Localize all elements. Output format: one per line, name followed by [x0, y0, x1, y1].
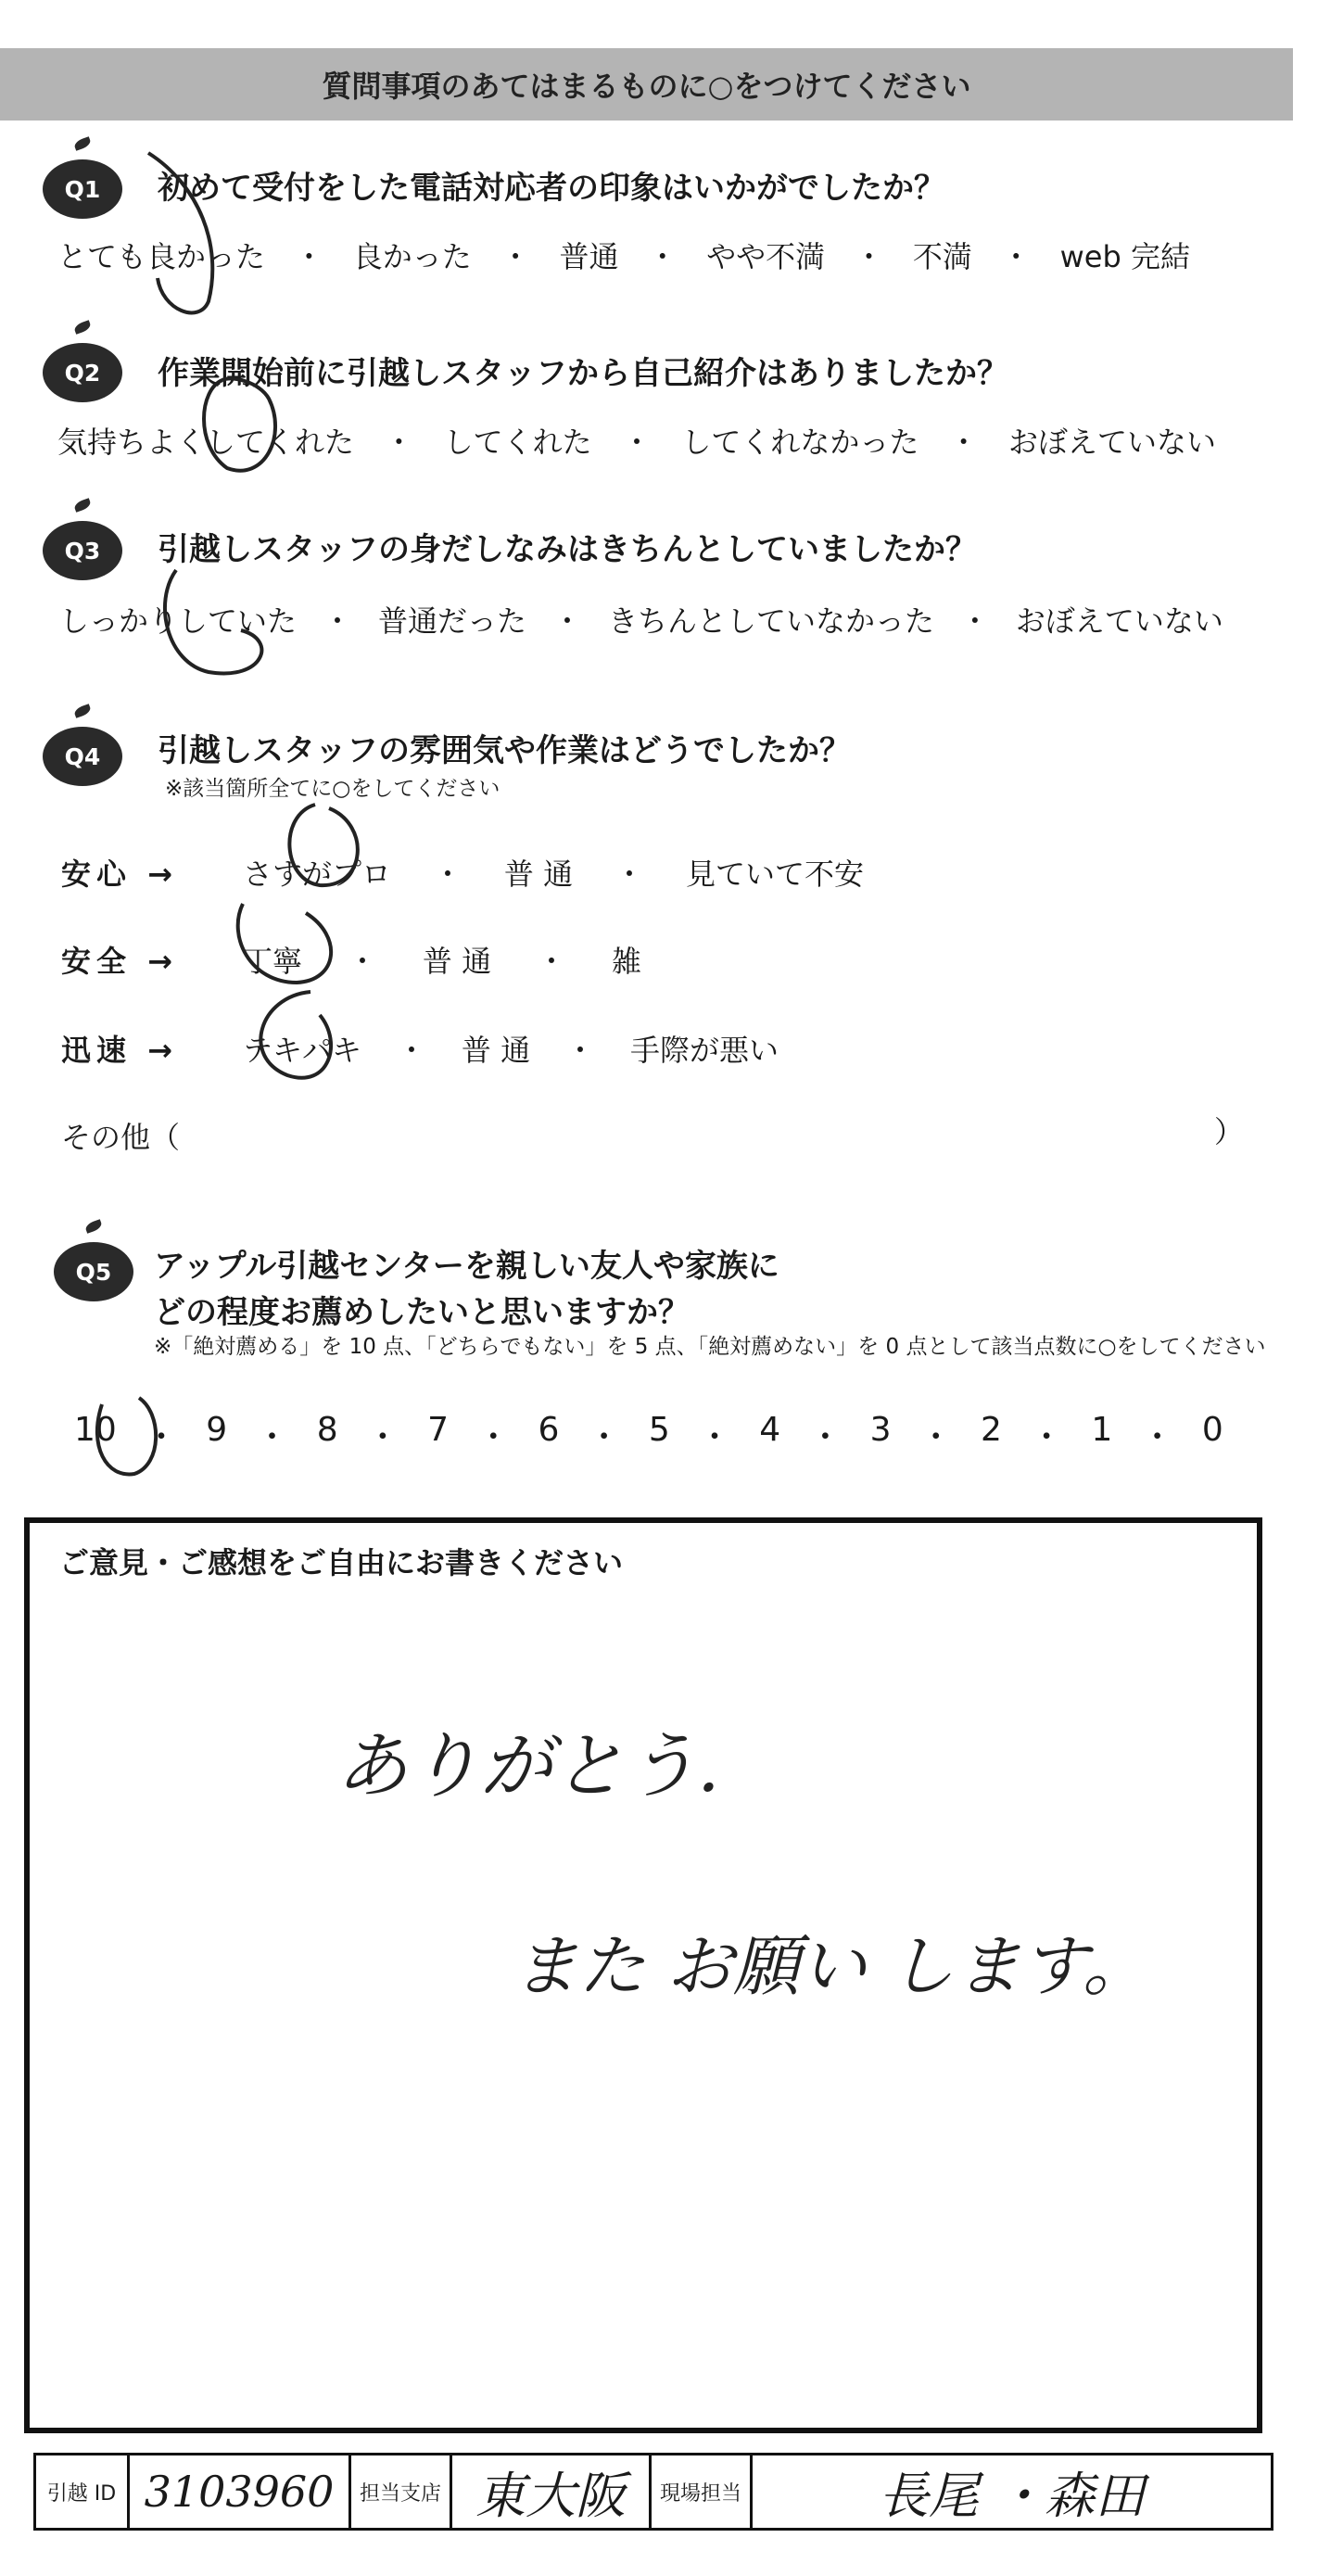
q4-jinsoku-option-3[interactable]: 手際が悪い	[629, 1033, 779, 1068]
q4-other-close: ）	[1214, 1114, 1245, 1149]
q4-other-label: その他（	[61, 1120, 181, 1155]
q5-score-7[interactable]: 7	[427, 1411, 449, 1449]
q3-option-4[interactable]: おぼえていない	[1015, 603, 1223, 639]
q1-selection-circle	[148, 153, 212, 312]
q2-options: 気持ちよくしてくれた ・ してくれた ・ してくれなかった ・ おぼえていない	[57, 419, 1216, 462]
q2-badge: Q2	[43, 343, 122, 402]
site-staff-value[interactable]: 長尾 ・森田	[878, 2466, 1146, 2525]
q3-option-3[interactable]: きちんとしていなかった	[607, 603, 934, 639]
q4-row-label-jinsoku: 迅速 →	[61, 1033, 178, 1068]
q4-anshin-option-2[interactable]: 普 通	[503, 857, 574, 892]
q4-anshin-option-1[interactable]: さすがプロ	[243, 857, 392, 892]
q1-badge: Q1	[43, 159, 122, 219]
q5-selection-circle	[97, 1398, 156, 1474]
q5-score-9[interactable]: 9	[206, 1411, 228, 1449]
q5-score-5[interactable]: 5	[648, 1411, 670, 1449]
move-id-value[interactable]: 3103960	[130, 2455, 351, 2528]
q1-option-6[interactable]: web 完結	[1059, 239, 1190, 274]
site-staff-label: 現場担当	[652, 2455, 753, 2528]
q5-note: ※「絶対薦める」を 10 点、「どちらでもない」を 5 点、「絶対薦めない」を 0 点として該当点数に○をしてください	[154, 1335, 1266, 1359]
q1-option-1[interactable]: とても良かった	[57, 239, 266, 274]
q5-score-1[interactable]: 1	[1091, 1411, 1113, 1449]
q4-badge: Q4	[43, 727, 122, 786]
q5-question-line1: アップル引越センターを親しい友人や家族に	[154, 1248, 779, 1285]
header-title: 質問事項のあてはまるものに○をつけてください	[322, 69, 971, 104]
q4-row-jinsoku: テキパキ ・ 普 通 ・ 手際が悪い	[243, 1027, 779, 1070]
q2-option-2[interactable]: してくれた	[443, 425, 592, 460]
q4-row-label-anshin: 安心 →	[61, 857, 178, 892]
comment-handwritten-line2: また お願い します。	[512, 1927, 1150, 2005]
q3-badge: Q3	[43, 521, 122, 580]
q4-anzen-selection-circle	[238, 904, 331, 983]
q4-anshin-option-3[interactable]: 見ていて不安	[685, 857, 864, 892]
q3-option-2[interactable]: 普通だった	[377, 603, 526, 639]
q3-options: しっかりしていた ・ 普通だった ・ きちんとしていなかった ・ おぼえていない	[59, 598, 1223, 641]
q2-question: 作業開始前に引越しスタッフから自己紹介はありましたか？	[158, 355, 1008, 392]
q4-anzen-option-1[interactable]: 丁寧	[243, 944, 303, 979]
q3-question: 引越しスタッフの身だしなみはきちんとしていましたか？	[158, 531, 977, 568]
q4-note: ※該当箇所全てに○をしてください	[165, 777, 500, 801]
q5-score-scale: 10 ・ 9 ・ 8 ・ 7 ・ 6 ・ 5 ・ 4 ・ 3 ・ 2 ・ 1 ・ 0	[74, 1411, 1223, 1456]
q1-option-4[interactable]: やや不満	[706, 239, 826, 274]
q2-option-4[interactable]: おぼえていない	[1007, 425, 1216, 460]
branch-value[interactable]: 東大阪	[452, 2455, 652, 2528]
comment-title: ご意見・ご感想をご自由にお書きください	[59, 1545, 624, 1580]
q4-question: 引越しスタッフの雰囲気や作業はどうでしたか？	[158, 732, 851, 769]
q4-row-anshin: さすがプロ ・ 普 通 ・ 見ていて不安	[243, 851, 864, 894]
q4-row-label-anzen: 安全 →	[61, 944, 178, 979]
q2-selection-circle	[204, 378, 275, 470]
q5-score-3[interactable]: 3	[869, 1411, 892, 1449]
q5-score-8[interactable]: 8	[316, 1411, 338, 1449]
q1-options: とても良かった ・ 良かった ・ 普通 ・ やや不満 ・ 不満 ・ web 完結	[57, 234, 1190, 276]
q4-jinsoku-selection-circle	[260, 992, 331, 1078]
q5-badge: Q5	[54, 1242, 133, 1301]
q4-anzen-option-3[interactable]: 雑	[611, 944, 641, 979]
move-id-label: 引越 ID	[36, 2455, 130, 2528]
q3-selection-circle	[165, 570, 261, 673]
q2-option-3[interactable]: してくれなかった	[681, 425, 919, 460]
q5-score-2[interactable]: 2	[981, 1411, 1002, 1449]
q4-jinsoku-option-2[interactable]: 普 通	[461, 1033, 531, 1068]
q5-score-6[interactable]: 6	[538, 1411, 560, 1449]
q5-score-0[interactable]: 0	[1201, 1411, 1223, 1449]
q4-anzen-option-2[interactable]: 普 通	[422, 944, 492, 979]
q5-score-10[interactable]: 10	[74, 1411, 117, 1449]
q2-option-1[interactable]: 気持ちよくしてくれた	[57, 425, 355, 460]
branch-label: 担当支店	[351, 2455, 452, 2528]
q1-option-2[interactable]: 良かった	[352, 239, 472, 274]
q3-option-1[interactable]: しっかりしていた	[59, 603, 298, 639]
q5-question-line2: どの程度お薦めしたいと思いますか？	[154, 1294, 690, 1331]
comment-handwritten-line1: ありがとう.	[336, 1725, 720, 1808]
q4-jinsoku-option-1[interactable]: テキパキ	[243, 1033, 362, 1068]
q4-anshin-selection-circle	[289, 805, 357, 885]
q1-option-3[interactable]: 普通	[559, 239, 619, 274]
q5-score-4[interactable]: 4	[759, 1411, 781, 1449]
q4-row-anzen: 丁寧 ・ 普 通 ・ 雑	[243, 938, 641, 981]
q1-question: 初めて受付をした電話対応者の印象はいかがでしたか？	[158, 170, 945, 207]
q1-option-5[interactable]: 不満	[912, 239, 972, 274]
